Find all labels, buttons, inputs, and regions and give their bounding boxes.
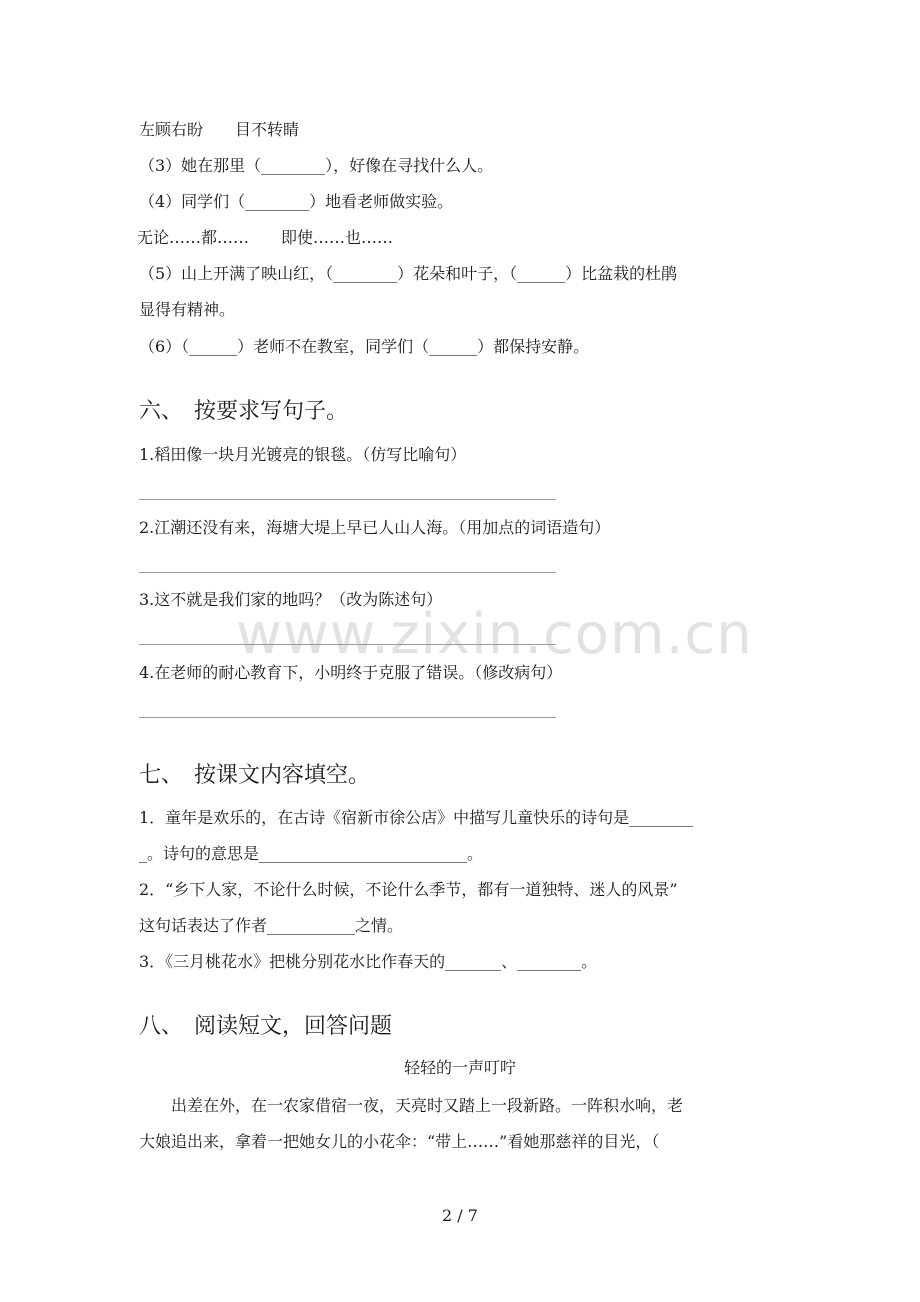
section-6-item-4: 4.在老师的耐心教育下，小明终于克服了错误。（修改病句） xyxy=(139,663,563,682)
story-title: 轻轻的一声叮咛 xyxy=(403,1058,516,1077)
section-6-heading: 六、 按要求写句子。 xyxy=(139,399,349,424)
question-5-5-line2: 显得有精神。 xyxy=(139,300,236,319)
section-6-item-2: 2.江潮还没有来，海塘大堤上早已人山人海。（用加点的词语造句） xyxy=(139,518,611,537)
question-5-4: （4）同学们（________）地看老师做实验。 xyxy=(139,192,454,211)
section-8-heading: 八、 阅读短文，回答问题 xyxy=(139,1014,393,1039)
question-5-5-line1: （5）山上开满了映山红，（________）花朵和叶子，（______）比盆栽的杜鹃 xyxy=(139,264,678,283)
answer-line-2 xyxy=(139,572,556,573)
page-number: 2 / 7 xyxy=(442,1206,478,1225)
section-6-item-3: 3.这不就是我们家的地吗？（改为陈述句） xyxy=(139,590,443,609)
section-7-q1-line1: 1．童年是欢乐的，在古诗《宿新市徐公店》中描写儿童快乐的诗句是________ xyxy=(139,808,694,827)
story-paragraph-line2: 大娘追出来，拿着一把她女儿的小花伞：“带上……”看她那慈祥的目光，（ xyxy=(139,1132,660,1151)
answer-line-1 xyxy=(139,499,556,500)
section-6-item-1: 1.稻田像一块月光镀亮的银毯。（仿写比喻句） xyxy=(139,445,467,464)
section-7-q2-line1: 2．“乡下人家，不论什么时候，不论什么季节，都有一道独特、迷人的风景” xyxy=(139,880,678,899)
answer-line-4 xyxy=(139,717,556,718)
watermark: www.zixin.com.cn xyxy=(236,602,753,667)
word-choice-a: 左顾右盼 目不转睛 xyxy=(139,120,300,139)
question-5-3: （3）她在那里（________），好像在寻找什么人。 xyxy=(139,156,494,175)
section-7-q1-line2: _。诗句的意思是__________________________。 xyxy=(139,844,484,863)
section-7-q3: 3．《三月桃花水》把桃分别花水比作春天的_______、________。 xyxy=(139,952,598,971)
section-7-q2-line2: 这句话表达了作者___________之情。 xyxy=(139,916,404,935)
question-5-6: （6）（______）老师不在教室，同学们（______）都保持安静。 xyxy=(139,337,590,356)
word-choice-b: 无论……都…… 即使……也…… xyxy=(137,228,394,247)
story-paragraph-line1: 出差在外，在一农家借宿一夜，天亮时又踏上一段新路。一阵积水响，老 xyxy=(139,1096,684,1115)
section-7-heading: 七、 按课文内容填空。 xyxy=(139,763,371,788)
